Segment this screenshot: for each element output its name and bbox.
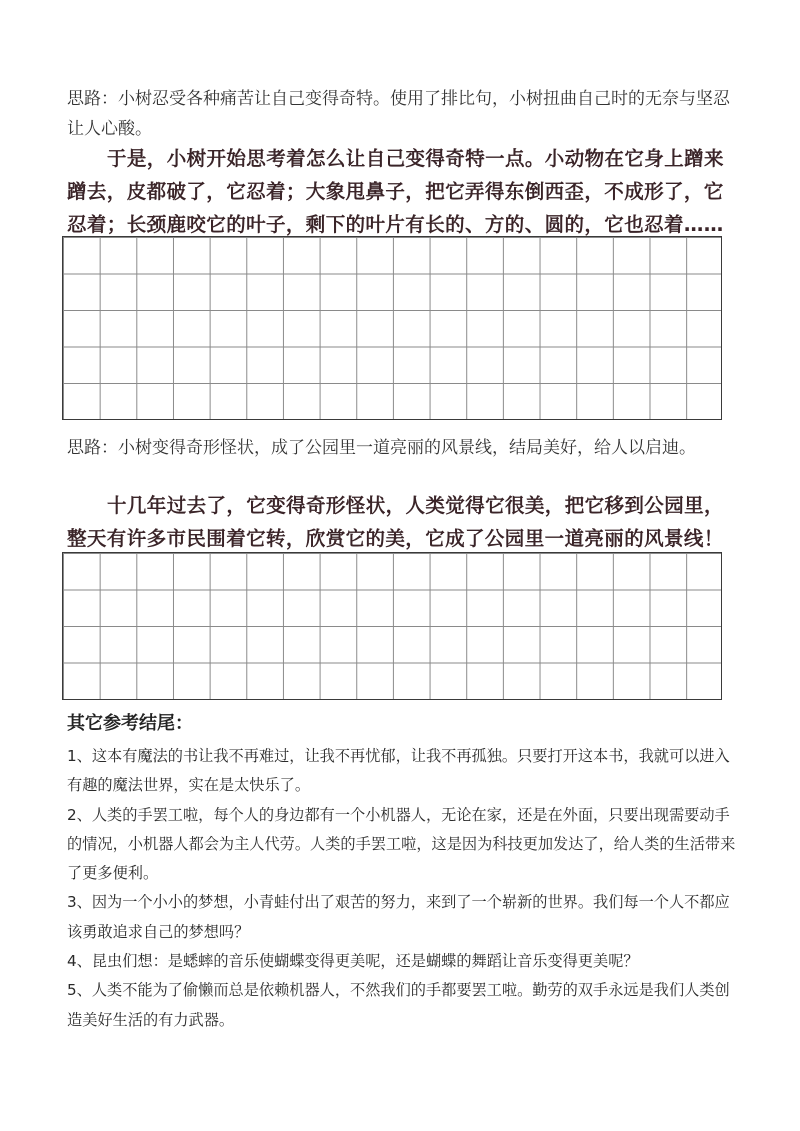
example-paragraph-2: 十几年过去了，它变得奇形怪状，人类觉得它很美，把它移到公园里，整天有许多市民围着它转，欣赏它的美，它成了公园里一道亮丽的风景线！ [67, 494, 724, 550]
ending-item: 2、人类的手罢工啦，每个人的身边都有一个小机器人，无论在家，还是在外面，只要出现需要动手的情况，小机器人都会为主人代劳。人类的手罢工啦，这是因为科技更加发达了，给人类的生活带来了更多便利。 [67, 805, 736, 883]
section-title: 其它参考结尾： [67, 713, 193, 734]
example-paragraph-1: 于是，小树开始思考着怎么让自己变得奇特一点。小动物在它身上蹭来蹭去，皮都破了，它忍着；大象甩鼻子，把它弄得东倒西歪，不成形了，它忍着；长颈鹿咬它的叶子，剩下的叶片有长的、方的、圆的，它也忍着…… [67, 147, 724, 236]
endings-list [67, 742, 737, 1035]
hint-2: 思路：小树变得奇形怪状，成了公园里一道亮丽的风景线，结局美好，给人以启迪。 [67, 438, 696, 458]
writing-grid-1[interactable] [62, 236, 722, 420]
writing-grid-2[interactable] [62, 552, 722, 700]
ending-item: 4、昆虫们想：是蟋蟀的音乐使蝴蝶变得更美呢，还是蝴蝶的舞蹈让音乐变得更美呢？ [67, 952, 639, 971]
ending-item: 1、这本有魔法的书让我不再难过，让我不再忧郁，让我不再孤独。只要打开这本书，我就可以进入有趣的魔法世界，实在是太快乐了。 [67, 747, 730, 795]
ending-item: 5、人类不能为了偷懒而总是依赖机器人，不然我们的手都要罢工啦。勤劳的双手永远是我们人类创造美好生活的有力武器。 [67, 981, 730, 1029]
hint-1: 思路：小树忍受各种痛苦让自己变得奇特。使用了排比句，小树扭曲自己时的无奈与坚忍让人心酸。 [67, 89, 730, 139]
ending-item: 3、因为一个小小的梦想，小青蛙付出了艰苦的努力，来到了一个崭新的世界。我们每一个人不都应该勇敢追求自己的梦想吗？ [67, 893, 730, 941]
